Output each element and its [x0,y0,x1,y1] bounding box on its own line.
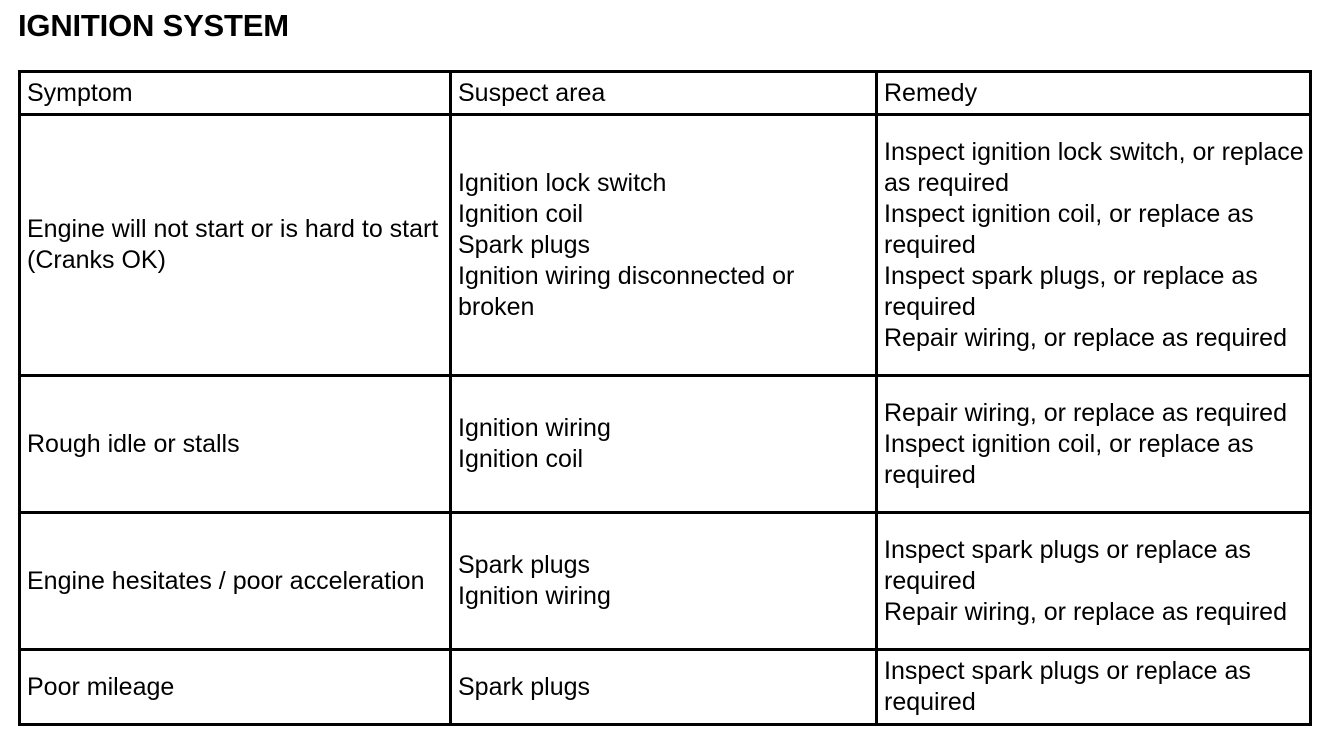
remedy-cell [877,650,1311,725]
suspect-item: Ignition wiring [458,414,611,442]
suspect-item: Spark plugs [458,672,591,701]
remedy-item: Inspect ignition coil, or replace as required [884,429,1254,489]
remedy-item: Inspect ignition coil, or replace as required [884,199,1254,259]
suspect-item: Ignition coil [458,445,584,473]
remedy-item: Repair wiring, or replace as required [884,398,1287,427]
remedy-item: Inspect spark plugs, or replace as required [884,261,1258,321]
remedy-item: Repair wiring, or replace as required [884,323,1287,352]
remedy-item: Inspect ignition lock switch, or replace as required [884,137,1304,197]
suspect-item: Spark plugs [458,230,591,259]
table-row [20,376,1311,513]
remedy-cell [877,376,1311,513]
symptom-cell: Engine will not start or is hard to start (Cranks OK) [20,115,451,376]
ignition-troubleshooting-table [18,70,1312,726]
table-row [20,650,1311,725]
table-row [20,115,1311,376]
header-symptom: Symptom [20,72,451,115]
remedy-cell [877,513,1311,650]
remedy-item: Repair wiring, or replace as required [884,597,1287,626]
table-row [20,513,1311,650]
remedy-item: Inspect spark plugs or replace as required [884,535,1251,595]
symptom-cell: Poor mileage [20,650,451,725]
header-remedy: Remedy [877,72,1311,115]
symptom-cell: Rough idle or stalls [20,376,451,513]
suspect-item: Ignition lock switch [458,168,667,197]
suspect-item: Spark plugs [458,551,591,579]
suspect-item: Ignition wiring [458,582,611,610]
remedy-cell [877,115,1311,376]
remedy-item: Inspect spark plugs or replace as required [884,657,1251,716]
suspect-item: Ignition coil [458,199,584,228]
suspect-area-cell [451,650,877,725]
table-header-row [20,72,1311,115]
page-title: IGNITION SYSTEM [18,8,289,43]
header-suspect-area: Suspect area [451,72,877,115]
symptom-cell: Engine hesitates / poor acceleration [20,513,451,650]
suspect-item: Ignition wiring disconnected or broken [458,261,795,321]
suspect-area-cell [451,513,877,650]
suspect-area-cell [451,376,877,513]
suspect-area-cell [451,115,877,376]
